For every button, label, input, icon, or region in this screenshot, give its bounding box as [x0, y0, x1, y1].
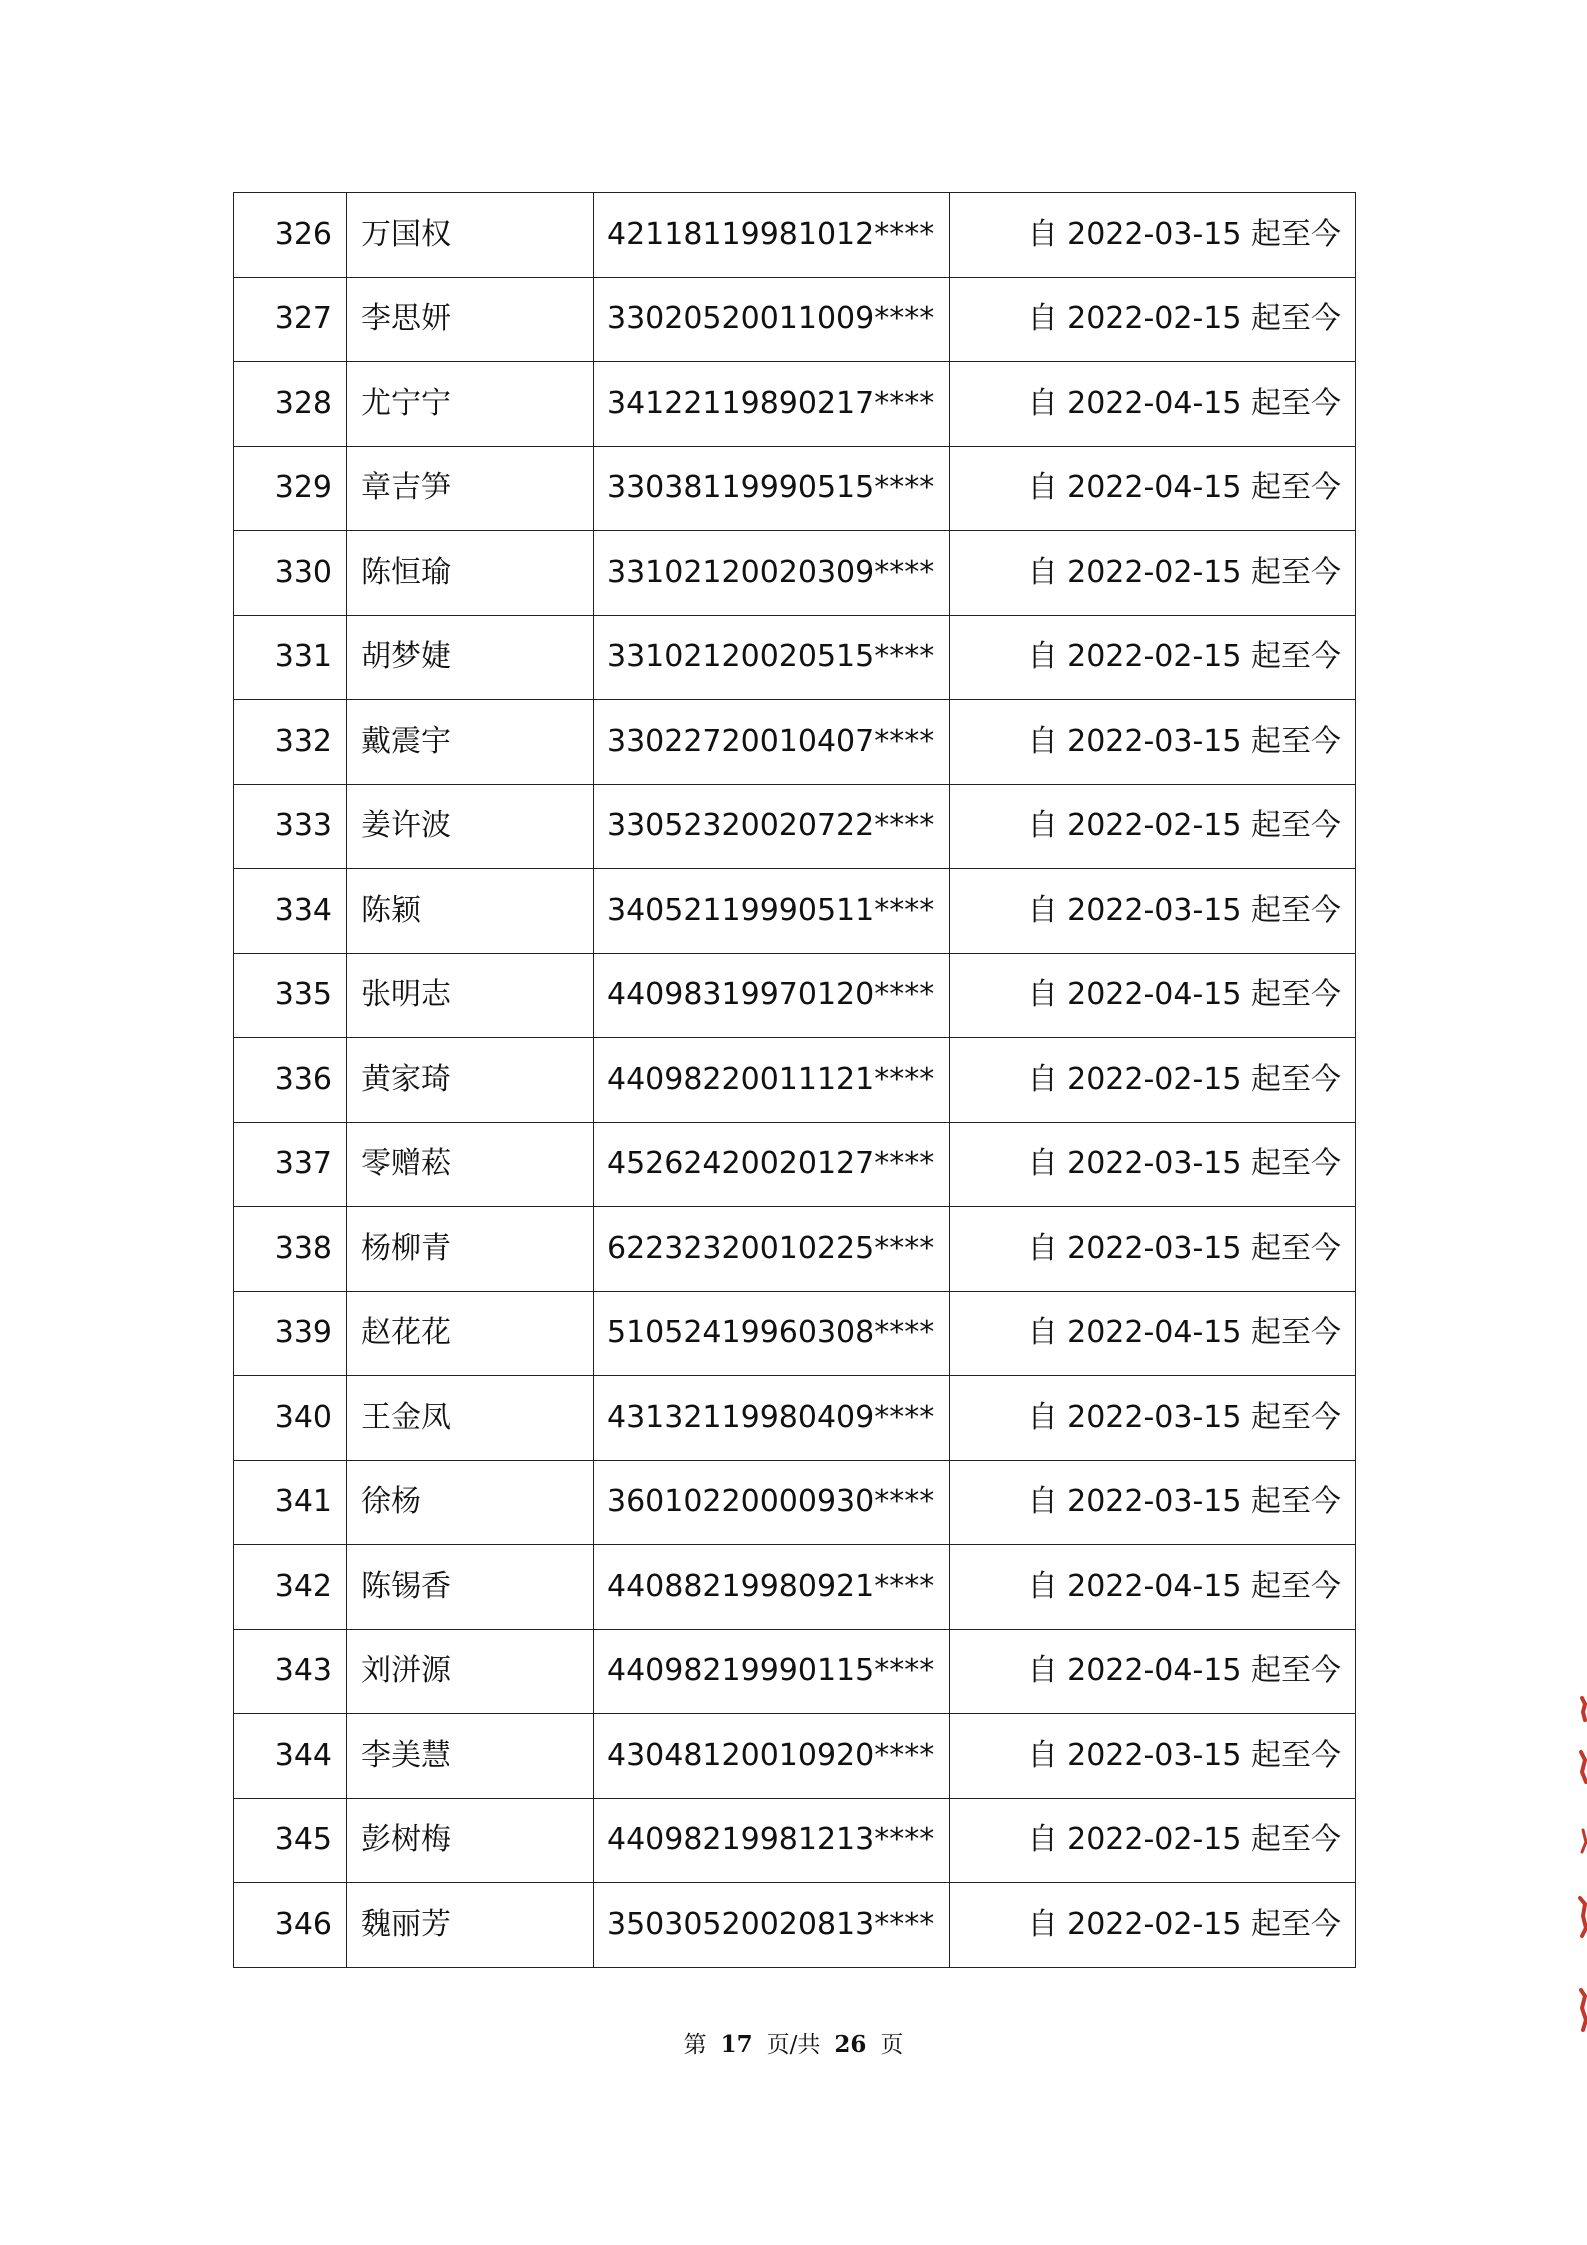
row-number: 339 — [234, 1291, 347, 1376]
id-number: 34122119890217**** — [594, 362, 950, 447]
row-number: 333 — [234, 784, 347, 869]
person-name: 李美慧 — [347, 1714, 594, 1799]
person-name: 陈恒瑜 — [347, 531, 594, 616]
seal-edge-fragment — [1570, 1690, 1587, 2050]
table-row — [234, 1207, 1356, 1292]
person-name: 李思妍 — [347, 277, 594, 362]
id-number: 44098220011121**** — [594, 1038, 950, 1123]
row-number: 335 — [234, 953, 347, 1038]
person-name: 零赠菘 — [347, 1122, 594, 1207]
row-number: 326 — [234, 193, 347, 278]
table-row — [234, 700, 1356, 785]
table-row — [234, 1122, 1356, 1207]
coverage-period: 自 2022-04-15 起至今 — [950, 953, 1356, 1038]
seal-stroke-5 — [1581, 1990, 1586, 2030]
row-number: 328 — [234, 362, 347, 447]
roster-table-body — [234, 193, 1356, 1968]
id-number: 44098219990115**** — [594, 1629, 950, 1714]
table-row — [234, 1545, 1356, 1630]
coverage-period: 自 2022-02-15 起至今 — [950, 531, 1356, 616]
row-number: 331 — [234, 615, 347, 700]
table-row — [234, 869, 1356, 954]
person-name: 杨柳青 — [347, 1207, 594, 1292]
id-number: 43132119980409**** — [594, 1376, 950, 1461]
table-row — [234, 784, 1356, 869]
row-number: 341 — [234, 1460, 347, 1545]
row-number: 342 — [234, 1545, 347, 1630]
footer-suffix: 页 — [880, 2032, 904, 2058]
coverage-period: 自 2022-03-15 起至今 — [950, 1207, 1356, 1292]
person-name: 胡梦婕 — [347, 615, 594, 700]
person-name: 姜许波 — [347, 784, 594, 869]
id-number: 42118119981012**** — [594, 193, 950, 278]
person-name: 魏丽芳 — [347, 1883, 594, 1968]
person-name: 张明志 — [347, 953, 594, 1038]
coverage-period: 自 2022-02-15 起至今 — [950, 784, 1356, 869]
id-number: 33020520011009**** — [594, 277, 950, 362]
seal-stroke-1 — [1582, 1698, 1585, 1720]
coverage-period: 自 2022-02-15 起至今 — [950, 1038, 1356, 1123]
person-name: 徐杨 — [347, 1460, 594, 1545]
row-number: 344 — [234, 1714, 347, 1799]
row-number: 340 — [234, 1376, 347, 1461]
id-number: 33052320020722**** — [594, 784, 950, 869]
coverage-period: 自 2022-04-15 起至今 — [950, 1629, 1356, 1714]
person-name: 尤宁宁 — [347, 362, 594, 447]
coverage-period: 自 2022-02-15 起至今 — [950, 277, 1356, 362]
coverage-period: 自 2022-03-15 起至今 — [950, 1714, 1356, 1799]
page-footer — [0, 2026, 1587, 2059]
person-name: 章吉笋 — [347, 446, 594, 531]
id-number: 45262420020127**** — [594, 1122, 950, 1207]
row-number: 327 — [234, 277, 347, 362]
coverage-period: 自 2022-04-15 起至今 — [950, 446, 1356, 531]
id-number: 43048120010920**** — [594, 1714, 950, 1799]
id-number: 62232320010225**** — [594, 1207, 950, 1292]
table-row — [234, 446, 1356, 531]
person-name: 陈颖 — [347, 869, 594, 954]
row-number: 343 — [234, 1629, 347, 1714]
id-number: 51052419960308**** — [594, 1291, 950, 1376]
id-number: 44098219981213**** — [594, 1798, 950, 1883]
table-row — [234, 1629, 1356, 1714]
person-name: 戴震宇 — [347, 700, 594, 785]
row-number: 329 — [234, 446, 347, 531]
table-row — [234, 1883, 1356, 1968]
current-page-number: 17 — [720, 2031, 753, 2058]
table-row — [234, 1038, 1356, 1123]
person-name: 黄家琦 — [347, 1038, 594, 1123]
person-name: 万国权 — [347, 193, 594, 278]
id-number: 33038119990515**** — [594, 446, 950, 531]
coverage-period: 自 2022-03-15 起至今 — [950, 700, 1356, 785]
coverage-period: 自 2022-02-15 起至今 — [950, 615, 1356, 700]
table-row — [234, 193, 1356, 278]
id-number: 33102120020309**** — [594, 531, 950, 616]
seal-stroke-3 — [1582, 1830, 1586, 1852]
table-row — [234, 531, 1356, 616]
footer-middle: 页/共 — [766, 2032, 821, 2058]
coverage-period: 自 2022-02-15 起至今 — [950, 1798, 1356, 1883]
coverage-period: 自 2022-03-15 起至今 — [950, 1122, 1356, 1207]
table-row — [234, 1460, 1356, 1545]
id-number: 44088219980921**** — [594, 1545, 950, 1630]
total-pages-number: 26 — [834, 2031, 867, 2058]
coverage-period: 自 2022-04-15 起至今 — [950, 1291, 1356, 1376]
table-row — [234, 1291, 1356, 1376]
person-name: 王金凤 — [347, 1376, 594, 1461]
coverage-period: 自 2022-04-15 起至今 — [950, 1545, 1356, 1630]
table-row — [234, 362, 1356, 447]
id-number: 33022720010407**** — [594, 700, 950, 785]
table-row — [234, 1714, 1356, 1799]
id-number: 35030520020813**** — [594, 1883, 950, 1968]
coverage-period: 自 2022-04-15 起至今 — [950, 362, 1356, 447]
footer-prefix: 第 — [683, 2032, 707, 2058]
table-row — [234, 615, 1356, 700]
row-number: 346 — [234, 1883, 347, 1968]
row-number: 336 — [234, 1038, 347, 1123]
id-number: 36010220000930**** — [594, 1460, 950, 1545]
row-number: 332 — [234, 700, 347, 785]
row-number: 337 — [234, 1122, 347, 1207]
roster-table-container — [233, 192, 1355, 1968]
id-number: 44098319970120**** — [594, 953, 950, 1038]
table-row — [234, 1376, 1356, 1461]
coverage-period: 自 2022-03-15 起至今 — [950, 1376, 1356, 1461]
row-number: 334 — [234, 869, 347, 954]
row-number: 330 — [234, 531, 347, 616]
person-name: 赵花花 — [347, 1291, 594, 1376]
coverage-period: 自 2022-03-15 起至今 — [950, 193, 1356, 278]
table-row — [234, 277, 1356, 362]
coverage-period: 自 2022-03-15 起至今 — [950, 869, 1356, 954]
person-name: 刘洴源 — [347, 1629, 594, 1714]
seal-stroke-4 — [1580, 1898, 1586, 1936]
seal-stroke-2 — [1581, 1752, 1586, 1782]
coverage-period: 自 2022-03-15 起至今 — [950, 1460, 1356, 1545]
coverage-period: 自 2022-02-15 起至今 — [950, 1883, 1356, 1968]
row-number: 345 — [234, 1798, 347, 1883]
table-row — [234, 1798, 1356, 1883]
person-name: 彭树梅 — [347, 1798, 594, 1883]
roster-table — [233, 192, 1356, 1968]
table-row — [234, 953, 1356, 1038]
person-name: 陈锡香 — [347, 1545, 594, 1630]
id-number: 34052119990511**** — [594, 869, 950, 954]
id-number: 33102120020515**** — [594, 615, 950, 700]
row-number: 338 — [234, 1207, 347, 1292]
